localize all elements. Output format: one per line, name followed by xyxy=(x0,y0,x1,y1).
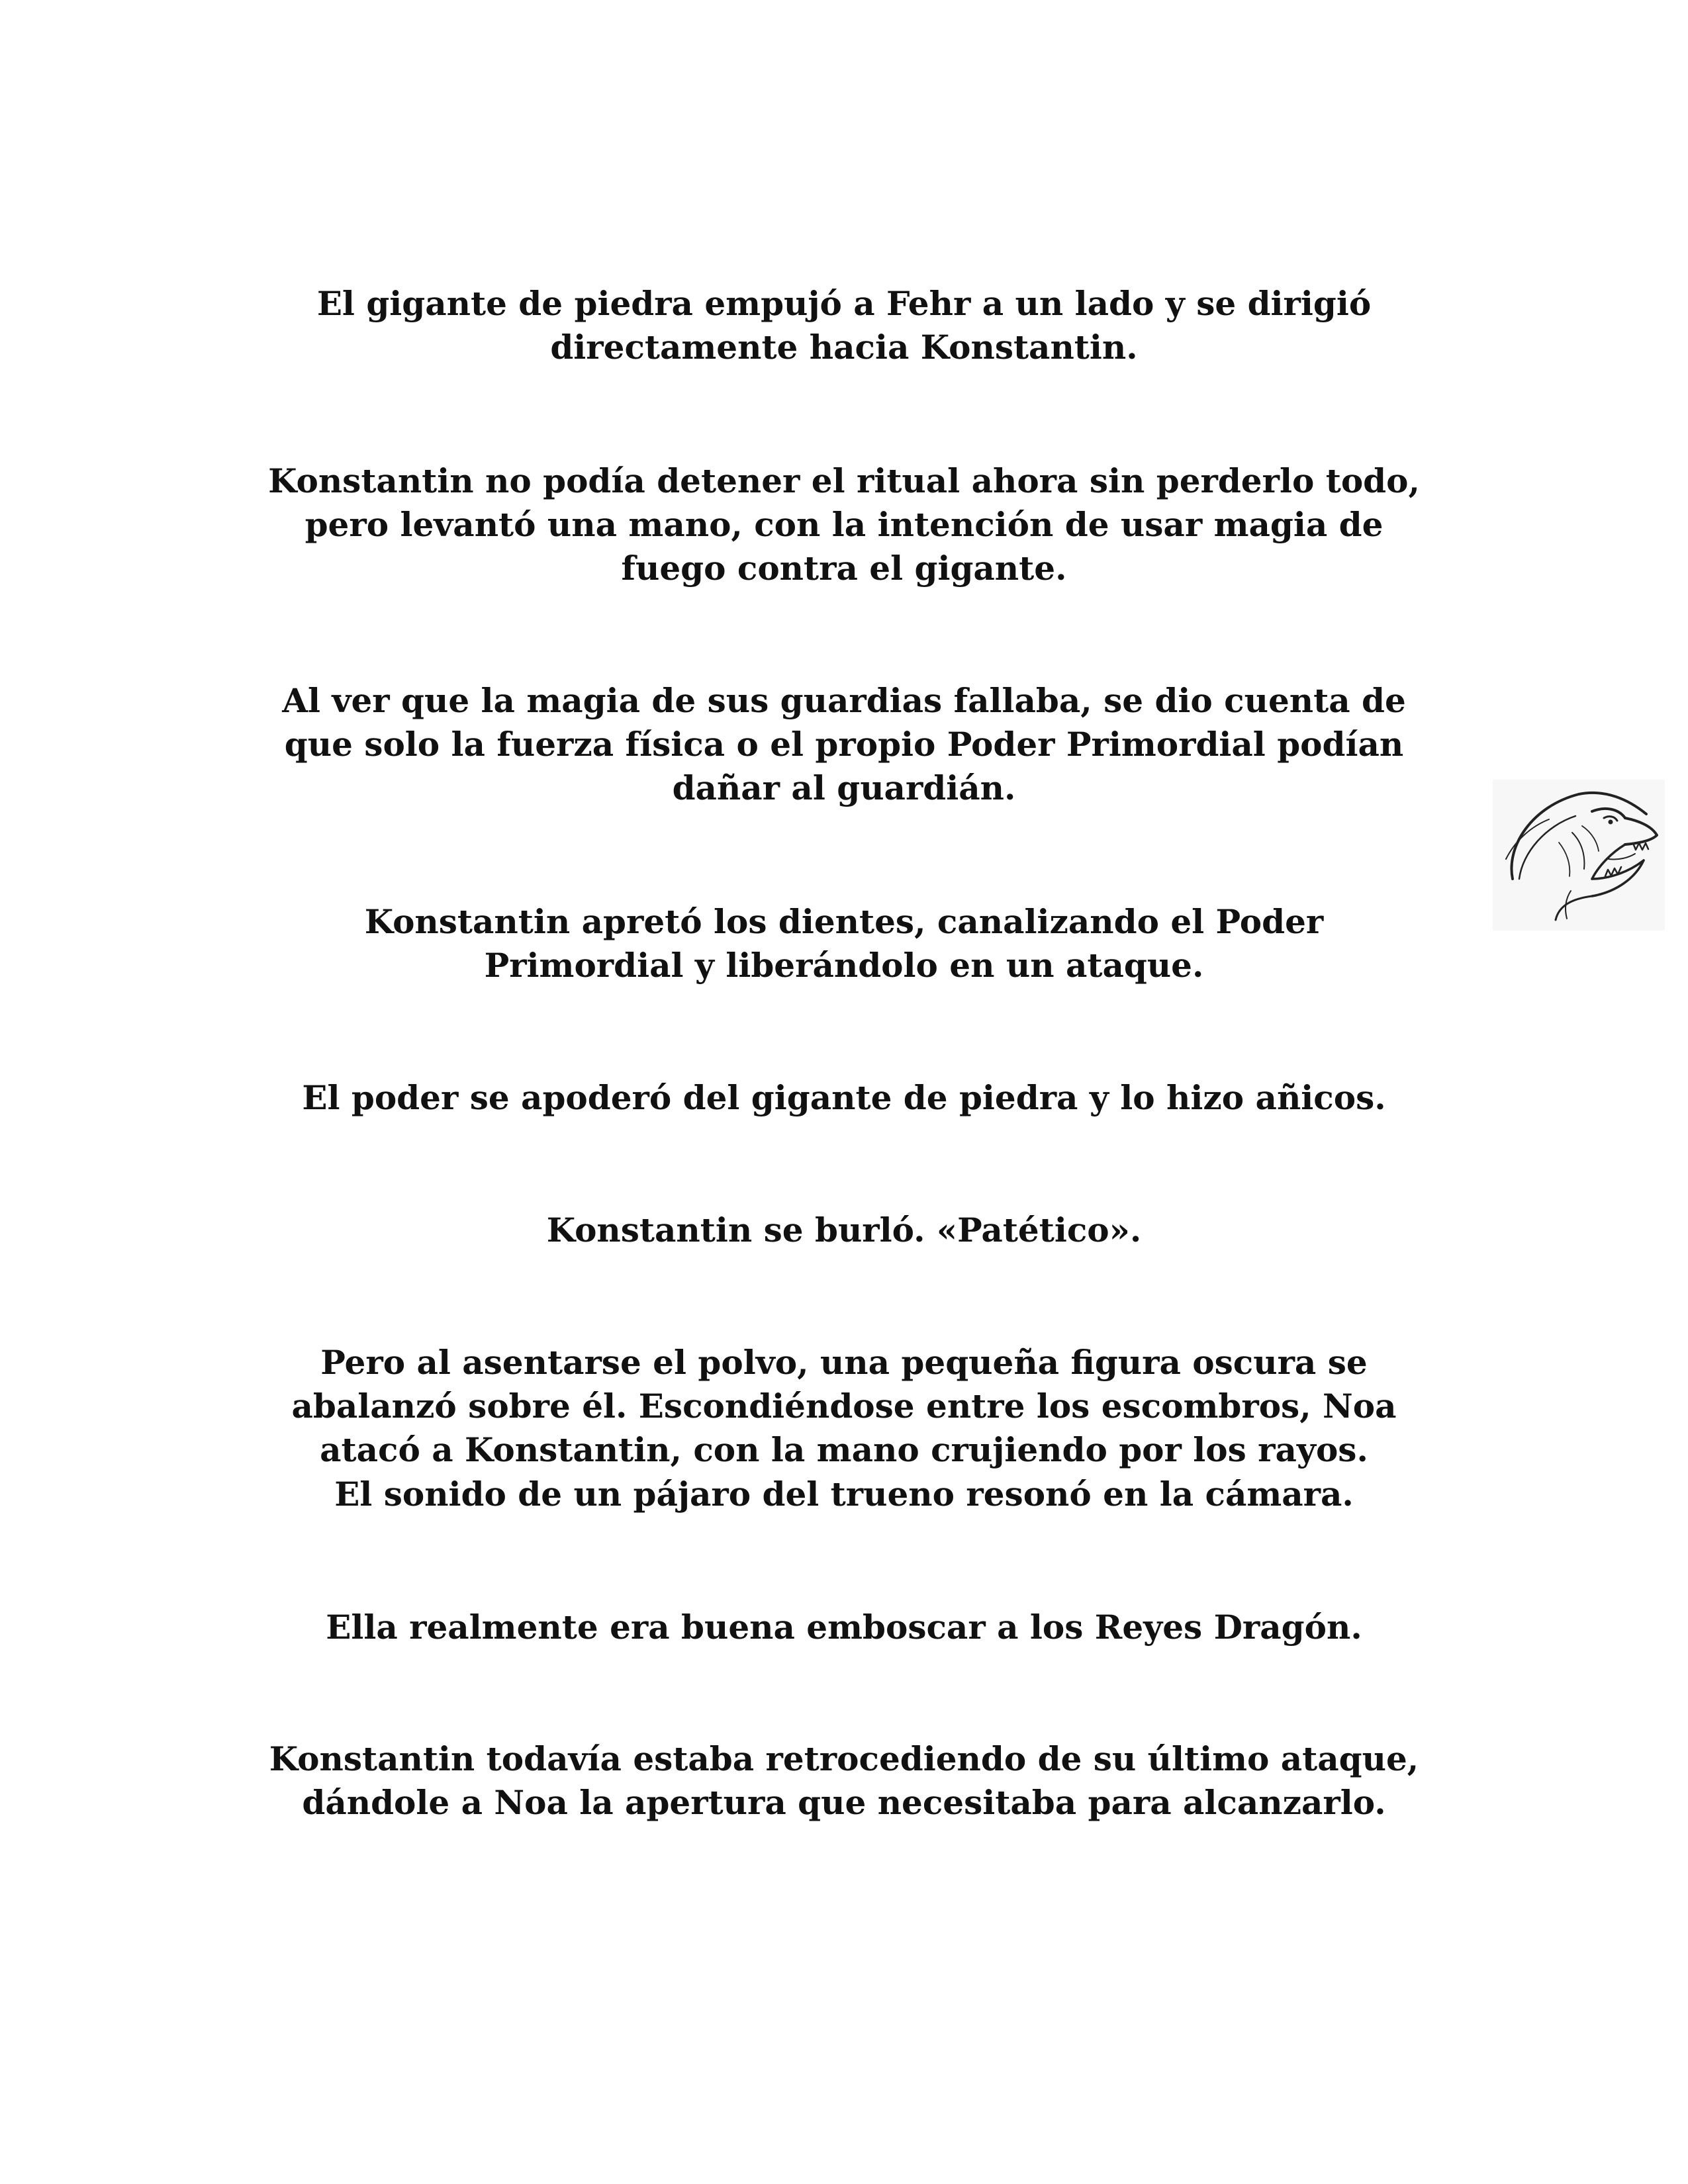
paragraph-6: Konstantin se burló. «Patético». xyxy=(546,1210,1142,1250)
paragraph-10: Konstantin todavía estaba retrocediendo de su último ataque, dándole a Noa la apertura que necesitaba para alcanzarlo. xyxy=(269,1739,1419,1822)
paragraph-2: Konstantin no podía detener el ritual ahora sin perderlo todo, pero levantó una mano, con la intención de usar magia de fuego contra el gigante. xyxy=(268,461,1420,588)
paragraph-1: El gigante de piedra empujó a Fehr a un lado y se dirigió directamente hacia Konstantin. xyxy=(316,284,1372,367)
dragon-head-sketch-icon xyxy=(1493,780,1665,931)
paragraph-4: Konstantin apretó los dientes, canalizando el Poder Primordial y liberándolo en un ataque. xyxy=(364,902,1324,985)
paragraph-3: Al ver que la magia de sus guardias fallaba, se dio cuenta de que solo la fuerza física o el propio Poder Primordial podían dañar al guardián. xyxy=(282,681,1406,807)
paragraph-8: El sonido de un pájaro del trueno resonó en la cámara. xyxy=(334,1475,1354,1514)
paragraph-7: Pero al asentarse el polvo, una pequeña figura oscura se abalanzó sobre él. Escondiéndose entre los escombros, Noa atacó a Konstantin, con la mano crujiendo por los rayos. xyxy=(291,1343,1397,1469)
paragraph-9: Ella realmente era buena emboscar a los Reyes Dragón. xyxy=(326,1608,1362,1647)
paragraph-5: El poder se apoderó del gigante de piedra y lo hizo añicos. xyxy=(302,1078,1386,1117)
